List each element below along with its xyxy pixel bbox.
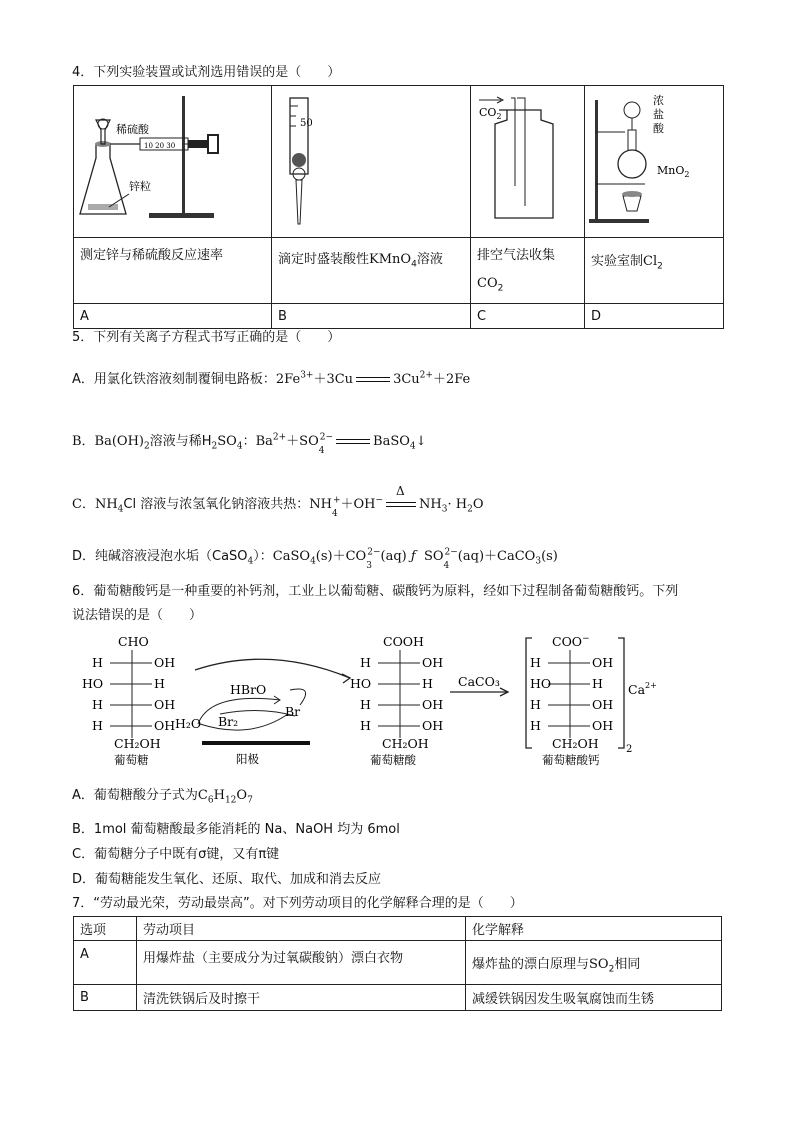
q4-fig-d-cell [585,86,724,238]
glucose-name: 葡萄糖 [114,753,149,767]
q6-stem-line1: 6．葡萄糖酸钙是一种重要的补钙剂，工业上以葡萄糖、碳酸钙为原料，经如下过程制备葡萄糖酸钙。下列 [72,584,679,599]
q7-header-option: 选项 [74,917,137,941]
q7-row-a-option: A [74,941,137,985]
q4-option-b: B [272,304,471,329]
svg-text:OH: OH [422,718,444,733]
gluconic-name: 葡萄糖酸 [370,753,416,767]
q7-row-a-item: 用爆炸盐（主要成分为过氧碳酸钠）漂白衣物 [137,941,466,985]
anode-label: 阳极 [236,752,259,766]
svg-text:H: H [360,655,371,670]
label-dilute-acid: 稀硫酸 [116,123,149,136]
calcium-ion: $Ca^{2+}$ [628,681,657,697]
gluconate-top: COO− [552,634,590,649]
svg-text:H: H [92,718,103,733]
br-minus-label: Br [285,704,301,719]
co2-label: $CO_2$ [479,106,502,121]
q5-option-c: C．$NH_4Cl$ 溶液与浓氢氧化钠溶液共热：NH 4 +＋OH− Δ $NH_3\cdot H_2O$ [72,484,484,519]
h2o-label: H₂O [175,716,202,731]
q7-row-b-explanation: 减缓铁锅因发生吸氧腐蚀而生锈 [466,985,722,1011]
svg-text:H: H [530,655,541,670]
acid-label-1: 浓 [653,94,664,107]
svg-text:OH: OH [592,655,614,670]
q4-option-d: D [585,304,724,329]
q4-option-a: A [74,304,272,329]
gluconic-rows [350,655,443,733]
gluconic-top: COOH [383,634,424,649]
q7-header-item: 劳动项目 [137,917,466,941]
q7-stem: 7．“劳动最光荣，劳动最崇高”。对下列劳动项目的化学解释合理的是（ ） [72,896,523,911]
svg-text:H: H [592,676,603,691]
acid-label-3: 酸 [653,122,664,135]
q4-fig-a-cell [74,86,272,238]
glucose-top: CHO [118,634,149,649]
q7-row-a-explanation: 爆炸盐的漂白原理与$SO_2$相同 [466,941,722,985]
q6-option-d: D．葡萄糖能发生氧化、还原、取代、加成和消去反应 [72,872,382,887]
hbro-label: HBrO [230,682,267,697]
q7-row-b-item: 清洗铁锅后及时擦干 [137,985,466,1011]
q4-desc-d: 实验室制$Cl_2$ [585,238,724,304]
q4-fig-c-cell [471,86,585,238]
svg-text:HO: HO [530,676,552,691]
chlorine-apparatus-figure [585,86,723,233]
q7-row-b-option: B [74,985,137,1011]
svg-text:HO: HO [350,676,372,691]
q5-option-d: D．纯碱溶液浸泡水垢（CaSO$_4$）：CaSO$_4$(s)＋CO 3 $^{2-}$(aq) ƒ SO 4 $^{2-}$(aq)＋CaCO$_3$(s) [72,547,558,571]
glucose-rows [82,655,175,733]
label-zinc: 锌粒 [129,180,151,193]
gluconate-synthesis-diagram [80,630,700,770]
svg-text:OH: OH [422,655,444,670]
svg-text:HO: HO [82,676,104,691]
burette-mark: 50 [300,118,313,129]
svg-text:OH: OH [154,655,176,670]
svg-text:H: H [530,718,541,733]
svg-text:OH: OH [422,697,444,712]
gluconate-bottom: CH₂OH [552,736,599,751]
apparatus-rate-figure [74,86,271,233]
q4-fig-b-cell [272,86,471,238]
svg-text:OH: OH [592,697,614,712]
q4-option-c: C [471,304,585,329]
q7-header-explanation: 化学解释 [466,917,722,941]
q5-option-b: B．$Ba(OH)_2$溶液与稀$H_2SO_4$：$Ba^{2+}+SO$ 4 $^{2-}$ BaSO$_4$↓ [72,432,427,456]
svg-text:H: H [92,655,103,670]
br2-label: Br₂ [218,714,239,729]
q6-option-b: B．1mol 葡萄糖酸最多能消耗的 Na、NaOH 均为 6mol [72,822,400,837]
gluconate-name: 葡萄糖酸钙 [542,753,600,767]
burette-figure [272,86,470,233]
acid-label-2: 盐 [653,108,664,121]
caco3-label: CaCO₃ [458,674,500,689]
q4-desc-a: 测定锌与稀硫酸反应速率 [74,238,272,304]
syringe-scale: 10 20 30 [144,142,176,150]
bracket-subscript: 2 [626,744,633,755]
svg-text:H: H [422,676,433,691]
svg-text:OH: OH [592,718,614,733]
q6-stem-line2: 说法错误的是（ ） [72,608,203,623]
svg-text:H: H [360,697,371,712]
q4-table [73,85,724,329]
svg-text:H: H [154,676,165,691]
q6-option-c: C．葡萄糖分子中既有σ键，又有π键 [72,847,280,862]
mno2-label: MnO$_2$ [657,164,690,179]
svg-text:H: H [530,697,541,712]
gluconate-rows [530,655,613,733]
glucose-bottom: CH₂OH [114,736,161,751]
q5-option-a: A．用氯化铁溶液刻制覆铜电路板：$2Fe^{3+}+3Cu$ $3Cu^{2+}+2Fe$ [72,370,471,387]
q4-stem: 4．下列实验装置或试剂选用错误的是（ ） [72,65,341,80]
svg-text:H: H [92,697,103,712]
q7-table [73,916,722,1011]
q4-desc-b: 滴定时盛装酸性KMnO$_4$溶液 [272,238,471,304]
gas-bottle-figure [471,86,584,233]
svg-text:OH: OH [154,718,176,733]
svg-text:OH: OH [154,697,176,712]
q4-desc-c: 排空气法收集 $CO_2$ [471,238,585,304]
svg-text:H: H [360,718,371,733]
q6-option-a: A．葡萄糖酸分子式为$C_6H_{12}O_7$ [72,788,253,806]
gluconic-bottom: CH₂OH [382,736,429,751]
q5-stem: 5．下列有关离子方程式书写正确的是（ ） [72,330,341,345]
